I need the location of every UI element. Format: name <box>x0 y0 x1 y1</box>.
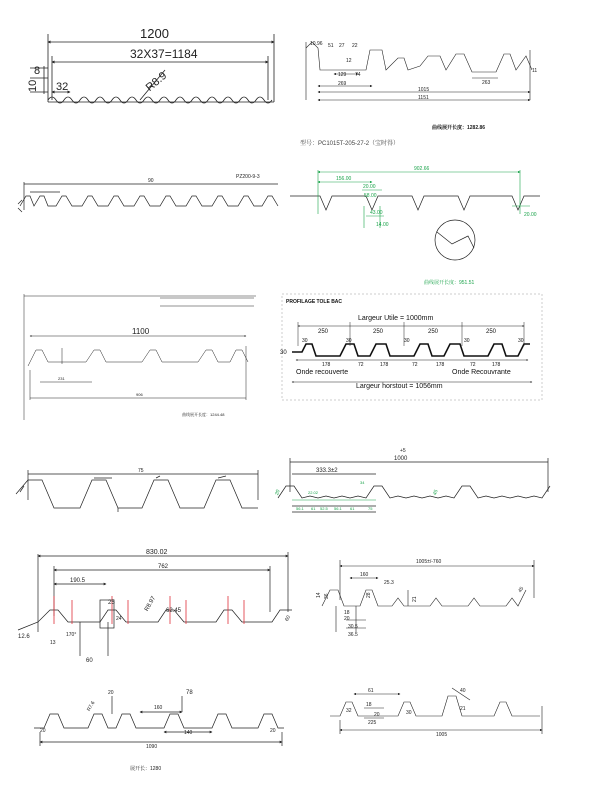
p1-w32-label: 32 <box>56 81 69 93</box>
p12-label-7: 225 <box>368 720 377 726</box>
p4-label-5: 43.00 <box>370 210 383 216</box>
panel-10-profile-drawing <box>322 560 534 632</box>
panel-8-profile-drawing <box>278 458 550 512</box>
p8-green-10: 45 <box>432 488 440 497</box>
panel-6-profile-drawing <box>292 344 530 356</box>
p6-pitch-4: 250 <box>486 329 497 335</box>
p6-right-note: Onde Recouvrante <box>452 369 511 376</box>
p9-span: 762 <box>158 564 169 570</box>
p9-deg: 170° <box>66 632 77 638</box>
p6-top-5: 30 <box>518 338 524 344</box>
p9-total: 830.02 <box>146 549 168 556</box>
p12-label-3: 20 <box>374 712 380 718</box>
p8-green-4: 52.5 <box>320 506 328 511</box>
panel-7-profile-drawing <box>16 470 258 512</box>
panel-3-profile-drawing <box>18 182 278 212</box>
p11-total: 1090 <box>146 744 158 750</box>
p10-label-6: 21 <box>412 596 418 602</box>
p11-radius: R7.6 <box>86 700 97 713</box>
p8-green-6: 61 <box>350 506 355 511</box>
p9-h12: 12.6 <box>18 634 30 640</box>
panel-5-profile-drawing <box>24 294 256 420</box>
p2-label-9: 263 <box>482 80 491 86</box>
p8-green-9: 34 <box>360 480 365 485</box>
p11-caption: 展开长：1280 <box>130 766 162 772</box>
p2-label-7: 74 <box>355 72 361 78</box>
p11-end: 20 <box>270 728 276 734</box>
p2-label-11: 1151 <box>418 95 429 101</box>
p6-useful-width: Largeur Utile = 1000mm <box>358 315 434 322</box>
p2-label-6: 129 <box>338 72 347 78</box>
panel-12-profile-drawing <box>330 688 542 734</box>
p2-label-1: 10.96 <box>310 41 323 47</box>
p2-label-8: 269 <box>338 81 347 87</box>
p11-h20: 20 <box>108 690 114 696</box>
p5-left: 231 <box>58 376 65 381</box>
p4-label-4: 58.00 <box>364 193 377 199</box>
p1-total-label: 1200 <box>140 26 169 41</box>
p2-label-2: 51 <box>328 43 334 49</box>
p6-bottom-3: 178 <box>380 362 389 368</box>
p3-span: 90 <box>148 178 154 184</box>
p6-bottom-4: 72 <box>412 362 418 368</box>
p12-label-4: 32 <box>346 708 352 714</box>
p11-h78: 78 <box>186 690 193 696</box>
p8-green-5: 56.1 <box>334 506 342 511</box>
p8-green-3: 61 <box>311 506 316 511</box>
p12-label-1: 61 <box>368 688 374 694</box>
p1-radius-label: R8.9 <box>143 69 170 94</box>
p12-label-6: 21 <box>460 706 466 712</box>
p5-bottom: 906 <box>136 392 143 397</box>
p6-pitch-1: 250 <box>318 329 329 335</box>
p6-bottom-5: 178 <box>436 362 445 368</box>
p6-bottom-7: 178 <box>492 362 501 368</box>
panel-11-profile-drawing <box>34 696 284 746</box>
p2-total-text: 曲线展开长度：1282.86 <box>432 125 486 131</box>
p4-label-3: 20.00 <box>363 184 376 190</box>
p6-height: 30 <box>280 350 287 356</box>
p6-top-2: 30 <box>346 338 352 344</box>
p7-total: 75 <box>138 468 144 474</box>
p2-label-3: 27 <box>339 43 345 49</box>
p2-label-12: 11 <box>532 68 538 74</box>
p2-model-text: 型号：PC1015T-205-27-2（宝时得） <box>300 141 400 147</box>
p10-p25: 25.3 <box>384 580 394 586</box>
p10-h36: 36 <box>324 593 330 599</box>
p10-total: 1005±/-760 <box>416 559 442 565</box>
p9-pitch: 190.5 <box>70 578 86 584</box>
p6-bottom-2: 72 <box>358 362 364 368</box>
p1-h10-label: 10 <box>27 79 39 92</box>
panel-9-profile-drawing <box>18 552 292 656</box>
p9-radius: R8.97 <box>144 595 158 613</box>
p11-left: 20 <box>40 728 46 734</box>
p10-label-5: 28 <box>366 592 372 598</box>
p12-label-2: 18 <box>366 702 372 708</box>
p2-label-4: 22 <box>352 43 358 49</box>
p12-label-5: 30 <box>406 710 412 716</box>
p6-pitch-2: 250 <box>373 329 384 335</box>
p8-span: 333.3±2 <box>316 468 338 474</box>
p4-label-6: 14.00 <box>376 222 389 228</box>
p8-green-1: 20 <box>274 488 282 497</box>
p10-w160: 160 <box>360 572 369 578</box>
p10-h14: 14 <box>316 592 322 598</box>
p6-title: PROFILAGE TOLE BAC <box>286 299 343 305</box>
p8-green-8: 22.02 <box>308 490 319 495</box>
p9-h25: 25 <box>108 600 115 606</box>
p1-h8-label: 8 <box>34 65 41 77</box>
p6-top-3: 30 <box>404 338 410 344</box>
p2-label-5: 12 <box>346 58 352 64</box>
p9-h24: 24 <box>116 616 122 622</box>
p10-label-4: 30.5 <box>348 624 358 630</box>
p8-total: 1000 <box>394 456 408 462</box>
panel-4-profile-drawing <box>290 196 540 260</box>
p6-top-1: 30 <box>302 338 308 344</box>
p11-w140: 140 <box>184 730 193 736</box>
p4-pitch: 156.00 <box>336 176 352 182</box>
p10-label-3: 36.5 <box>348 632 358 638</box>
p4-label-7: 20.00 <box>524 212 537 218</box>
p11-w160: 160 <box>154 705 163 711</box>
p12-total: 1005 <box>436 732 448 738</box>
p6-bottom-6: 72 <box>470 362 476 368</box>
p8-tol: +5 <box>400 448 406 454</box>
p12-label-8: 40 <box>460 688 466 694</box>
p4-total-text: 曲线展开长度：951.51 <box>424 280 475 286</box>
p3-tag: PZ200-9-3 <box>236 174 260 180</box>
p6-left-note: Onde recouverte <box>296 369 349 376</box>
p9-h13: 13 <box>50 640 56 646</box>
p5-total: 1100 <box>132 327 150 336</box>
p10-label-2: 20 <box>344 616 350 622</box>
p6-bottom-1: 178 <box>322 362 331 368</box>
p4-total: 902.66 <box>414 166 430 172</box>
p9-end: 60 <box>284 614 292 623</box>
p6-pitch-3: 250 <box>428 329 439 335</box>
p6-overall-width: Largeur horstout = 1056mm <box>356 383 443 390</box>
p1-span-label: 32X37=1184 <box>130 47 198 61</box>
p5-total-text: 曲线展开长度：1244.48 <box>182 412 225 417</box>
p2-label-10: 1015 <box>418 87 430 93</box>
p9-angle: 62.45 <box>166 608 182 614</box>
p6-top-4: 30 <box>464 338 470 344</box>
p9-w60: 60 <box>86 658 93 664</box>
p8-green-2: 56.1 <box>296 506 304 511</box>
p8-green-7: 75 <box>368 506 373 511</box>
p10-label-1: 18 <box>344 610 350 616</box>
p10-label-7: 45 <box>517 585 526 594</box>
